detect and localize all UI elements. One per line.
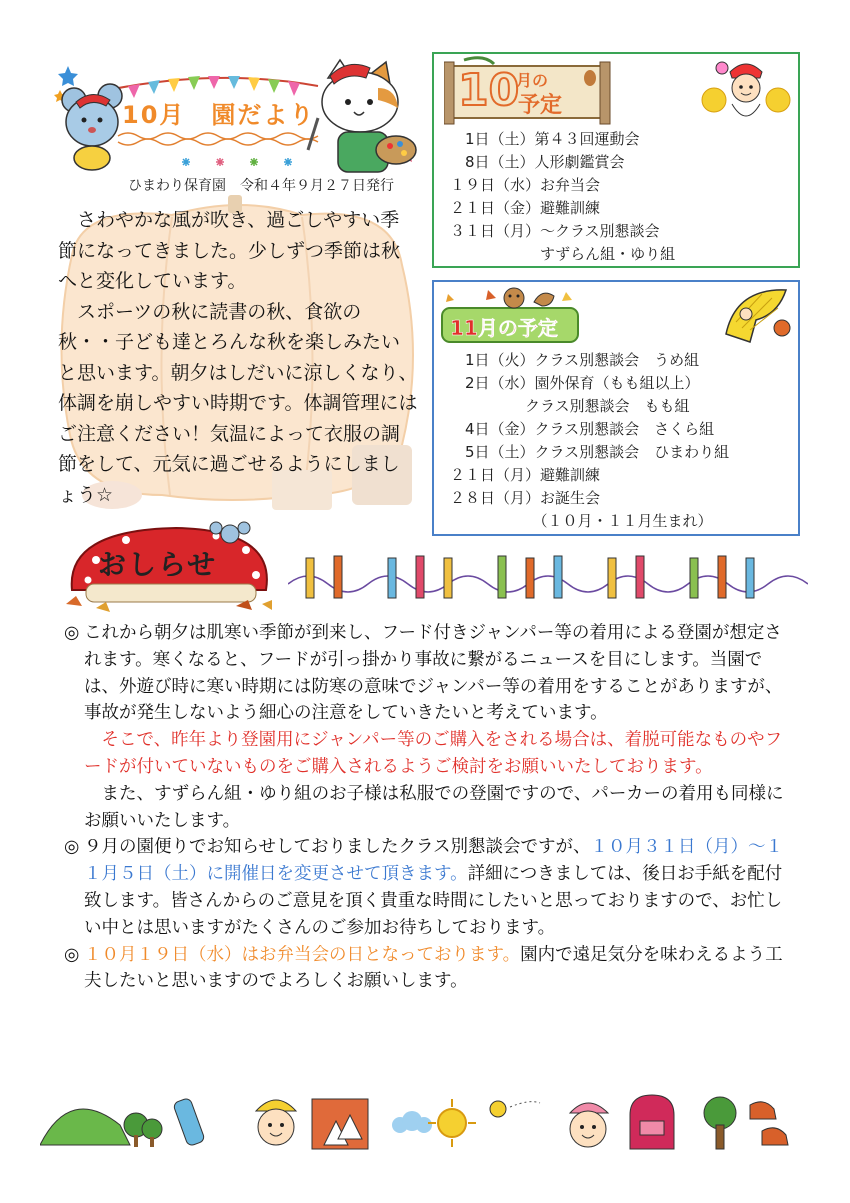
sun-icon bbox=[428, 1099, 476, 1147]
child-yellow-hat-icon bbox=[256, 1100, 296, 1145]
notice-heading: おしらせ bbox=[98, 548, 218, 581]
double-circle-marker: ◎ bbox=[64, 623, 80, 643]
october-sign-sub: 予定 bbox=[518, 93, 563, 118]
november-event: 5日（土）クラス別懇談会 ひまわり組 bbox=[450, 443, 730, 461]
november-event: ２８日（月）お誕生会 bbox=[450, 489, 601, 507]
notice-3-highlight: １０月１９日（水）はお弁当会の日となっております。 bbox=[84, 944, 521, 965]
intro-message bbox=[58, 205, 418, 510]
november-event: クラス別懇談会 もも組 bbox=[450, 397, 690, 415]
bird-icon bbox=[490, 1101, 540, 1117]
notice-3-text: 園内で遠足気分を味わえるよう工夫したいと思いますのでよろしくお願いします。 bbox=[84, 944, 783, 992]
notice-1-extra: また、すずらん組・ゆり組のお子様は私服での登園ですので、パーカーの着用も同様にお願いいたします。 bbox=[84, 783, 784, 831]
notice-1-red-note: そこで、昨年より登園用にジャンパー等のご購入をされる場合は、着脱可能なものやフードが付いていないものをご購入されるようご検討をお願いいたしております。 bbox=[84, 730, 783, 777]
november-event: 4日（金）クラス別懇談会 さくら組 bbox=[450, 420, 715, 438]
october-event: すずらん組・ゆり組 bbox=[450, 245, 676, 263]
november-events-list bbox=[450, 349, 729, 533]
notice-1-text: これから朝夕は肌寒い季節が到来し、フード付きジャンパー等の着用による登園が想定されます。寒くなると、フードが引っ掛かり事故に繋がるニュースを目にします。当園では、外遊び時に寒い時期には防寒の意味でジャンパー等の着用をすることがありますが、事故が発生しないよう細心の注意をしていきたいと考えています。 bbox=[84, 623, 783, 724]
cloud-icon bbox=[392, 1111, 432, 1133]
notice-item-1 bbox=[64, 620, 790, 727]
october-event: 1日（土）第４３回運動会 bbox=[450, 130, 640, 148]
water-bottle-icon bbox=[173, 1097, 206, 1146]
november-event: 2日（水）園外保育（もも組以上） bbox=[450, 374, 700, 392]
notice-section bbox=[64, 620, 790, 995]
november-event: ２１日（月）避難訓練 bbox=[450, 466, 601, 484]
october-events-list bbox=[450, 128, 675, 266]
october-event: ２１日（金）避難訓練 bbox=[450, 199, 601, 217]
notice-2-details: 詳細につきましては、後日お手紙を配付致します。皆さんからのご意見を頂く貴重な時間にしたいと思っておりますので、お忙しい中とは思いますがたくさんのご参加お待ちしております。 bbox=[84, 864, 783, 938]
ginkgo-leaf-icon bbox=[716, 284, 796, 348]
cat-painter-icon bbox=[308, 60, 416, 172]
riceballs-lunch-icon bbox=[312, 1099, 368, 1149]
october-event: １９日（水）お弁当会 bbox=[450, 176, 601, 194]
double-circle-marker: ◎ bbox=[64, 944, 80, 965]
pencils-border-illustration bbox=[288, 548, 808, 608]
notice-2-dates: １０月３１日（月）～１１月５日（土）に開催日を変更させて頂きます。 bbox=[84, 837, 783, 885]
notice-item-2 bbox=[64, 834, 790, 941]
october-event: 8日（土）人形劇鑑賞会 bbox=[450, 153, 625, 171]
pencil-icons bbox=[306, 556, 754, 598]
bottom-border-illustration bbox=[40, 1085, 810, 1165]
tree-icon bbox=[704, 1097, 736, 1149]
shoes-icon bbox=[750, 1102, 788, 1145]
cheering-child-icon bbox=[700, 58, 792, 132]
hill-trees-icon bbox=[40, 1109, 162, 1147]
backpack-icon bbox=[630, 1095, 674, 1149]
child-pink-hat-icon bbox=[570, 1103, 608, 1147]
intro-paragraph-1: さわやかな風が吹き、過ごしやすい季節になってきました。少しずつ季節は秋へと変化しています。 bbox=[58, 209, 401, 292]
flower-sparkles bbox=[182, 158, 292, 166]
newsletter-title: 10月 園だより bbox=[122, 101, 316, 129]
notice-item-3 bbox=[64, 942, 790, 996]
november-event: （１０月・１１月生まれ） bbox=[450, 512, 713, 530]
november-event: 1日（火）クラス別懇談会 うめ組 bbox=[450, 351, 700, 369]
mouse-painter-icon bbox=[62, 84, 122, 170]
intro-paragraph-2: スポーツの秋に読書の秋、食欲の秋・・子ども達とろんな秋を楽しみたいと思います。朝夕はしだいに涼しくなり、体調を崩しやすい時期です。体調管理にはご注意ください！気温によって衣服の調節をして、元気に過ごせるようにしましょう☆ bbox=[58, 300, 418, 506]
november-sign-text: 11月の予定 bbox=[450, 316, 558, 340]
october-sign-number: 10 bbox=[458, 65, 520, 116]
publisher-line: ひまわり保育園 令和４年９月２７日発行 bbox=[128, 178, 394, 194]
notice-2-intro: ９月の園便りでお知らせしておりましたクラス別懇談会ですが、 bbox=[84, 837, 591, 858]
double-circle-marker: ◎ bbox=[64, 837, 80, 858]
october-event: ３１日（月）～クラス別懇談会 bbox=[450, 222, 660, 240]
october-sign-small: 月の bbox=[516, 71, 549, 90]
